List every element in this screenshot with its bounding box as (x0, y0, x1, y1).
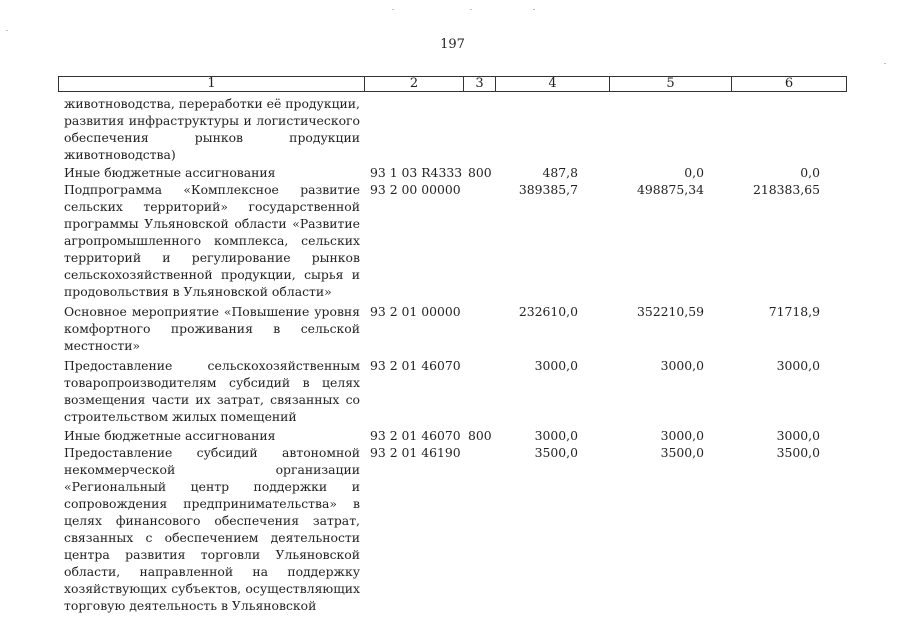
row-value-5: 3500,0 (660, 445, 704, 460)
scan-speck (392, 9, 394, 10)
table-header-row (58, 76, 847, 92)
row-value-4: 3000,0 (534, 428, 578, 443)
row-code: 93 2 00 00000 (370, 182, 461, 197)
row-value-6: 218383,65 (752, 182, 820, 197)
row-value-5: 3000,0 (660, 428, 704, 443)
header-col-6: 6 (731, 76, 847, 92)
row-value-4: 232610,0 (518, 304, 578, 319)
row-code: 93 2 01 46190 (370, 445, 461, 460)
row-code: 93 2 01 46070 (370, 358, 461, 373)
row-name: Предоставление субсидий автономной некоммерческой организации «Региональный центр поддержки и сопровождения предпринимательства» в целях финансового обеспечения затрат, связанных с обеспечением деятельности центра развития торговли Ульяновской области, направленной на поддержку хозяйствующих субъектов, осуществляющих торговую деятельность в Ульяновской (64, 445, 360, 613)
row-code: 93 1 03 R4333 (370, 165, 463, 180)
row-code: 93 2 01 46070 (370, 428, 461, 443)
scan-speck (533, 9, 535, 10)
row-value-4: 3500,0 (534, 445, 578, 460)
header-col-5: 5 (609, 76, 731, 92)
row-name: Предоставление сельскохозяйственным товаропроизводителям субсидий в целях возмещения части их затрат, связанных со строительством жилых помещений (64, 358, 360, 424)
header-col-3: 3 (463, 76, 495, 92)
header-col-2: 2 (364, 76, 463, 92)
row-value-5: 3000,0 (660, 358, 704, 373)
row-value-6: 0,0 (800, 165, 820, 180)
row-value-4: 487,8 (542, 165, 578, 180)
row-value-4: 389385,7 (518, 182, 578, 197)
row-value-5: 0,0 (684, 165, 704, 180)
row-name: животноводства, переработки её продукции, развития инфраструктуры и логистического обеспечения рынков продукции животноводства) (64, 96, 360, 162)
row-name: Иные бюджетные ассигнования (64, 165, 276, 180)
row-value-4: 3000,0 (534, 358, 578, 373)
header-col-4: 4 (495, 76, 609, 92)
row-value-6: 3000,0 (776, 428, 820, 443)
scan-speck (6, 30, 8, 31)
row-value-6: 3500,0 (776, 445, 820, 460)
row-value-6: 71718,9 (768, 304, 820, 319)
row-kvr: 800 (468, 428, 492, 443)
scan-speck (470, 9, 472, 10)
row-value-6: 3000,0 (776, 358, 820, 373)
page-number: 197 (440, 37, 465, 52)
row-name: Основное мероприятие «Повышение уровня комфортного проживания в сельской местности» (64, 304, 360, 353)
row-value-5: 352210,59 (636, 304, 704, 319)
row-name: Иные бюджетные ассигнования (64, 428, 276, 443)
row-kvr: 800 (468, 165, 492, 180)
row-value-5: 498875,34 (636, 182, 704, 197)
scan-speck (884, 63, 886, 64)
row-code: 93 2 01 00000 (370, 304, 461, 319)
header-col-1: 1 (58, 76, 364, 92)
row-name: Подпрограмма «Комплексное развитие сельских территорий» государственной программы Ульяновской области «Развитие агропромышленного комплекса, сельских территорий и регулирование рынков сельскохозяйственной продукции, сырья и продовольствия в Ульяновской области» (64, 182, 360, 299)
